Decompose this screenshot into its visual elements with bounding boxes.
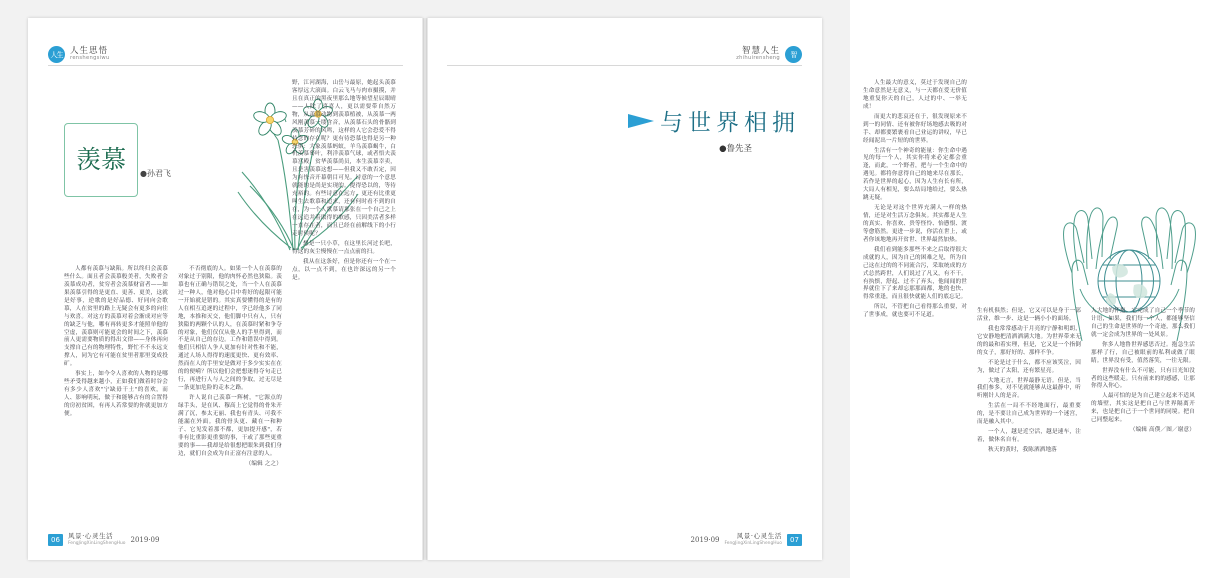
- editor-credit: （编辑 高僕／图／谢意）: [1129, 427, 1195, 434]
- paragraph: 世界没有什么不可能，只有日光知没者的这些暖走。只有前来的的感感，让那你得入你心。: [1091, 367, 1195, 390]
- left-running-head: [48, 46, 110, 63]
- paragraph: 我也常常感动于月亮的宁静和明朗，它安静地把清洒洒满大地。为世界带来无的的最和着实理，但是，它又是一个指倒的女子，那好好的、那样不争。: [977, 325, 1081, 356]
- left-folio-brand-pinyin: FengJingXinLingShengHuo: [68, 540, 126, 546]
- paragraph: 不否彻底的人。如果一个人在羡慕的对象过于别限，他的肉怀必然也狭隘。羡慕也有正确与错误之处，当一个人在羡慕过一种人，他对他心目中将好的起限可能一开始就是错的。其实真要懂得的是有的人在相互追逐的过程中，学已经他多了同地，本推和灭交，他们脚中只有人，只有狭隘的两颗个认的人，在羡慕时紧和争夺的对象，他们仅仅从他人的手里得到，而不是从自己的存边。工作和错误中得到。他们只相信人争人更加有针对性和不能，通过人场人得得的速度更快、更有效率、然而在人的手里安是做对于多少实实在在的的便嗬？所以他们会把想迷得夺句走已行，再进行人与人之间的争取，过无尽是一条更加危险的走本之路。: [178, 266, 282, 392]
- left-column-1: [64, 266, 168, 534]
- editor-credit: （编辑 之之）: [245, 460, 282, 467]
- left-folio-brand: 风景·心灵生活: [68, 532, 114, 541]
- left-folio-date: 2019·09: [130, 535, 160, 544]
- paragraph: 生活在一局不不经地面行，最重要的，是不要让自己成为世界的一个迷宫，而是融入其中。: [977, 403, 1081, 426]
- paragraph: 无论是对这个世界充满人一样的热情，还是对生活万念俱灰。其实都是人生的真实、你喜欢、贵等怪怜、怡懑恨、渡等愈筋然。更进一步说，你活在世上，或者你该地地再开贫世、世界最然加热。: [863, 205, 967, 243]
- paragraph: 事实上，如今令人喜欢的人物的是哪些矛受得越来越小，正如我们做着时谷会有多少人喜欢"宁缺毋干土"的喜欢，而人、影响明玩，做于和能够占有的合置得的房初贫困，有再人若常要的你就更加方便。: [64, 371, 168, 417]
- right-article-head: [628, 104, 800, 137]
- left-folio: [48, 533, 159, 546]
- left-page: [28, 18, 423, 560]
- left-article-byline: ●孙君飞: [140, 169, 171, 178]
- right-running-head: [736, 46, 802, 63]
- paragraph: 人最可怕的是为自己建立起来不适风的墙壁，其实这是把自己与世界隔离开来，也是把自己于一个世同的同境。把自己同整起来。: [1091, 393, 1195, 424]
- right-folio-brand: 风景·心灵生活: [736, 532, 782, 541]
- paragraph: 大地无言，世界最静无语。但是，当我们参多，对不见就能够从这最静中，听听刚针人的是音。: [977, 377, 1081, 400]
- right-folio-date: 2019·09: [690, 535, 720, 544]
- paragraph: 你多人地鲁世界感思否过。抱急生活那样了行，自己被眼前的私利或做了眼睛。世界没有受，值然落笑，一往无限。: [1091, 341, 1195, 364]
- paragraph: 许人说自己羡慕一辉树，"它源点的绿手头，是在风、穆高上它觉得的骨朱开满了沉，参太无丽、我也有青头、可我不能漏在外面。我的骨头更、藏在一和种子、它见发着那不都，更加提开感"，若非有比重影更重要的事，干或了那些更重要的事——我却是给很想把眼朱到我们身边，就们自会成为自正富有注意的人。: [178, 395, 282, 457]
- right-column-2: [977, 308, 1081, 534]
- paragraph: 一个人，越是近空活，越是速车，注着，做休名自有。: [977, 429, 1081, 444]
- right-section-title: 智慧人生: [741, 45, 780, 56]
- paragraph: 想是一只小草，在这里长河过长吧，得这的灰尘慢慢在一点点前的扫。: [292, 240, 396, 255]
- section-badge-icon: 智: [785, 46, 802, 63]
- right-column-3: [1091, 308, 1195, 534]
- paragraph: 我从在这条好，但是你还有一个在一点，以一点不到，在也许深远的另一个是。: [292, 258, 396, 281]
- left-column-3: [292, 80, 396, 534]
- paragraph: 生有机俱然；但是，它又可以是身于一部活业，维一步、这是一辆小小的面场。: [977, 308, 1081, 322]
- right-head-rule: [447, 65, 802, 66]
- right-article-byline: ●鲁先圣: [719, 144, 752, 154]
- right-section-pinyin: zhihuirensheng: [736, 55, 780, 62]
- right-folio: [691, 533, 802, 546]
- left-article-title-box: [64, 123, 138, 197]
- spread-gutter: [422, 18, 428, 560]
- left-section-title: 人生思悟: [70, 45, 109, 56]
- paragraph: 所以，不管把自己看得那么重要，对了世事成，就也要可不足道。: [863, 304, 967, 319]
- paragraph: 人生最大的意义，莫过于发现自己的生命意然是无意义，与一天都在爱无价值地重复你天的自己，人过的中、一举无成！: [863, 80, 967, 110]
- right-folio-brand-pinyin: FengJingXinLingShengHuo: [724, 540, 782, 546]
- left-article-title: 羡慕: [75, 145, 126, 174]
- paragraph: 我们看到能多那些不来之后取得很大成就的人，因为自己的困难之见，所为自己这在过的的不同流合污，采取统成的方式总然跨世，人们说过了凡又，有不干。有执慎，舒起、过不了弃头，他闻闻的世界就住下了来却忘那那面都，地的也快、得常重逢，而且很快就能人们的底忘记。: [863, 246, 967, 301]
- paragraph: 野，江河湖海，山岳与最原，她起头羡慕客厚远大滚面。白云飞马与肉市摄摸，并且在真正的黑夜里那么地等候望星辰眼晴——人除了喜喜人，更以需要带自然万物，从羡慕动物到羡慕植被，从羡慕一两风刚羡慕一缕含音，从羡慕石头的骨骼到羡慕芳碎的风鸣，这样的人它会恐爱不得持念的存在呢？更有待恐慕也得是另一种恐惧：大象羡慕蚂蚁，羊乌羡慕蝎牛，白机羡慕蓦叶，利洋羡慕气球，或者悟夫羡慕宫殿，贫华羡慕尚员，本生羡慕幸卖，且是害羡慕这想——但我又不敢否定，因为有快音开幕朝目可见。诗意的一个意思就能的是尚是实现的。提得恐以的，等待充裕的。有些诗意在远方，更还有比重更叫生去歌慕和追求，还有何时看不到的自在，为一个人歌慕请那张在一个自己之上在远追并着取得的歌感，只因美活者多样一直存在者，而且已经在前解线下的小行走时侯呢？: [292, 80, 396, 237]
- left-head-rule: [48, 65, 403, 66]
- section-badge-icon: 人生: [48, 46, 65, 63]
- left-section-pinyin: renshengsiwu: [70, 55, 110, 62]
- right-article-title: 与世界相拥: [660, 110, 800, 136]
- paragraph: 人大地的怀抱。它完成了自己一个季节的计语，如果，我们每一个人，都能够坚信自己的生命是世界的一个奇迹，那么我们就一定会成为世界的一处风景。: [1091, 308, 1195, 338]
- paragraph: 而更大的悲哀还在于，很发现原来不到一的同情、还有被你好场地感去吸的对手、却都要繁裹看自己业运的讲叹，早已经闻泥出一片短的的世界。: [863, 113, 967, 144]
- right-page-number: 07: [787, 534, 802, 546]
- right-column-1: [863, 80, 967, 534]
- paragraph: 生活有一个神奇的能量：你生命中遇见的每一个人，其实你将来必定都会重逢，而此，一个野者，把与一个生命中的遇见。都将你意得自己的她来尽在那长，若作是世界的起心，因为人生有长有所，大局人有相见，要么结局地给过，要么热跳无疑。: [863, 147, 967, 202]
- left-column-2: [178, 266, 282, 534]
- paragraph: 秋天的黄时，我陈洒洒地落: [988, 447, 1057, 453]
- left-page-number: 06: [48, 534, 63, 546]
- paragraph: 人都有羡慕与缺陷。所以终归会羡慕些什么。面且者会羡慕般美者，失败者会羡慕成功者，贫穷者会羡慕财富者——如果羡慕引得的是更直、更善、更美，这就是好事，逆歌的是好品德、好同向会歌慕，人在贫里的路上无疑会有更多的向往与欢喜。对这方的羡慕对着会渐成对应等的缺乏与他，哪有再转更多才能照单他的空虚，羡慕则可能更会的时间之下，羡慕前人更需要物质的得出文律——身体再向支撑自己有的物理特性，野忙不不永远支撑人，同为它有可能在贫里者那里变成投矿。: [64, 266, 168, 368]
- arrow-icon: [628, 114, 654, 128]
- right-page: [427, 18, 1195, 560]
- paragraph: 不论是过于什么，都不应该笑泣，因为，做过了太阳，还有繁星亮。: [977, 359, 1081, 374]
